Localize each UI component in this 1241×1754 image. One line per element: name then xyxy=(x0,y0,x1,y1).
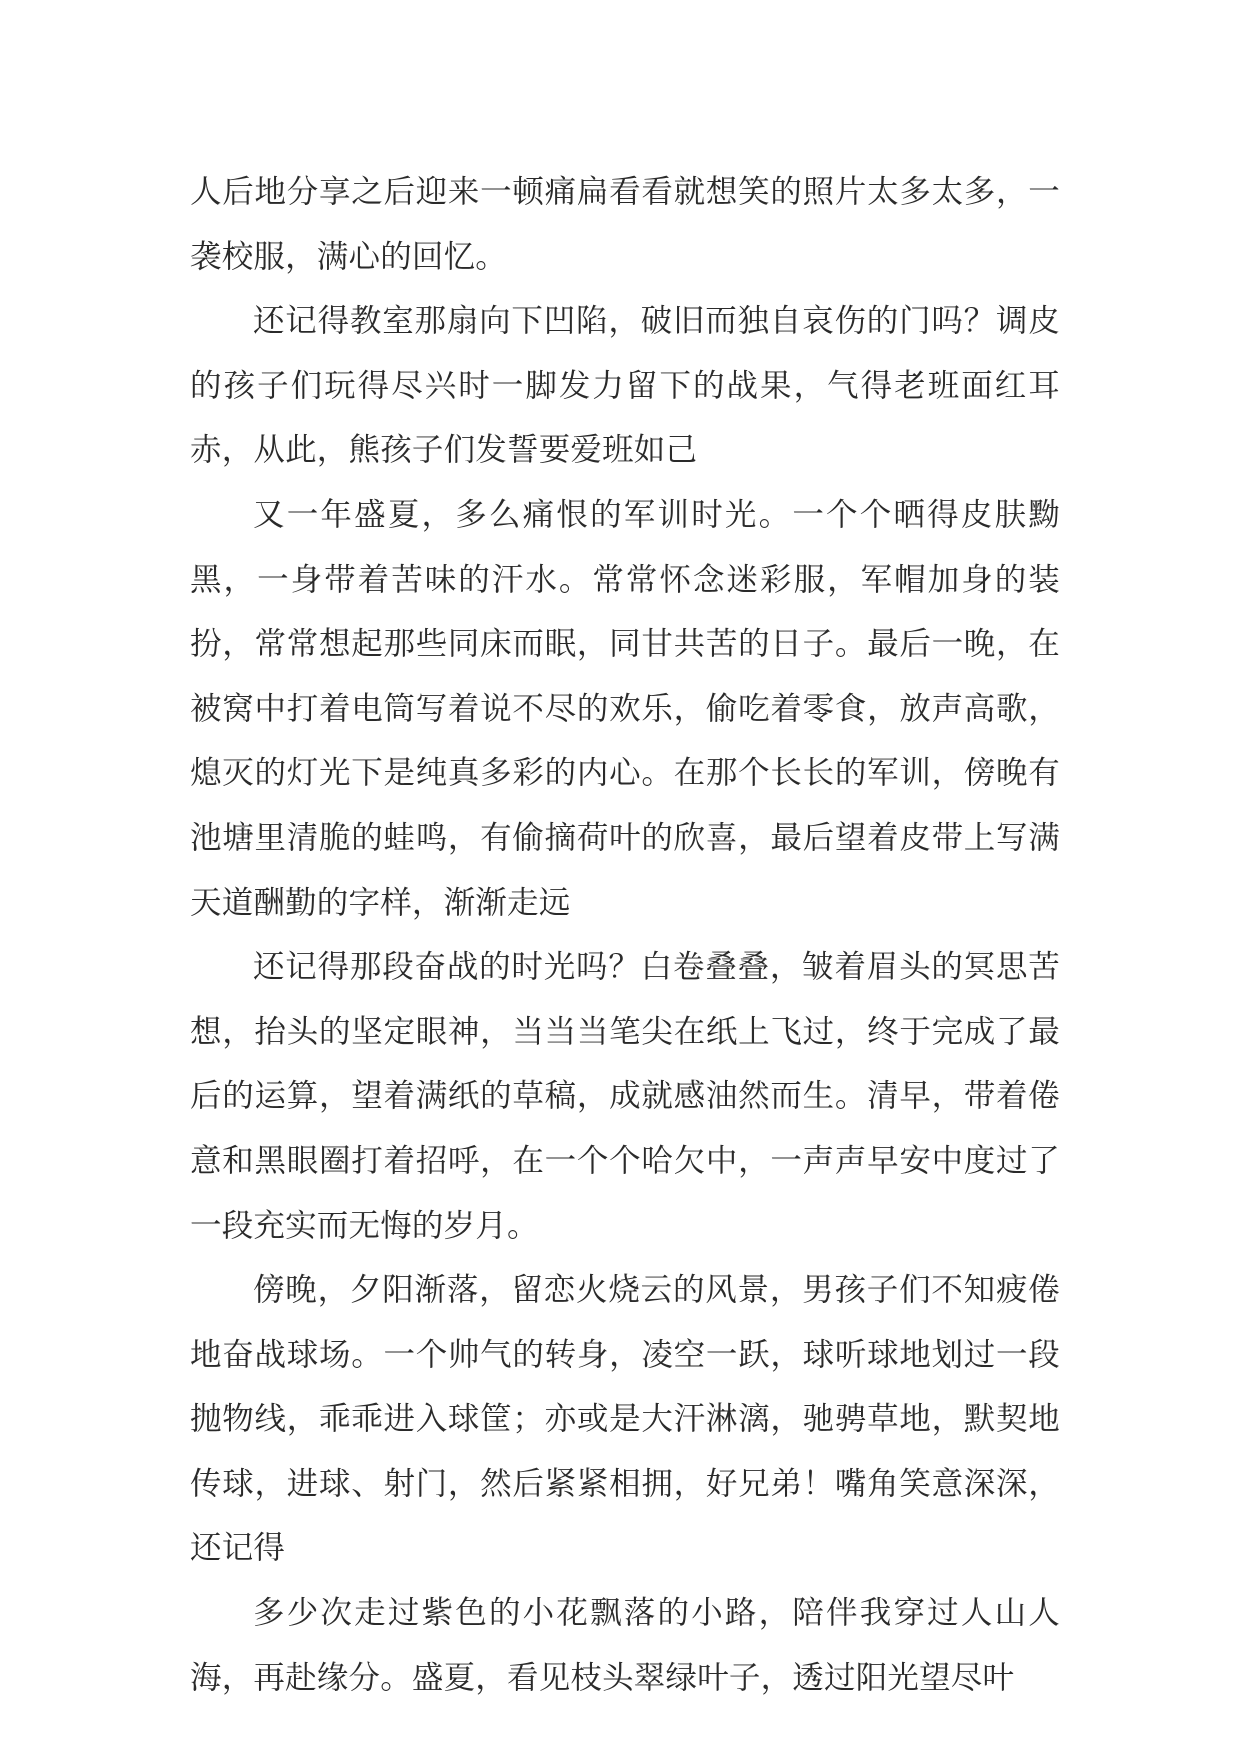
document-body xyxy=(190,160,1060,1710)
paragraph-study-time: 还记得那段奋战的时光吗？白卷叠叠，皱着眉头的冥思苦想，抬头的坚定眼神，当当当笔尖在纸上飞过，终于完成了最后的运算，望着满纸的草稿，成就感油然而生。清早，带着倦意和黑眼圈打着招呼，在一个个哈欠中，一声声早安中度过了一段充实而无悔的岁月。 xyxy=(190,949,1060,1244)
paragraph-military-training: 又一年盛夏，多么痛恨的军训时光。一个个晒得皮肤黝黑，一身带着苦味的汗水。常常怀念迷彩服，军帽加身的装扮，常常想起那些同床而眠，同甘共苦的日子。最后一晚，在被窝中打着电筒写着说不尽的欢乐，偷吃着零食，放声高歌，熄灭的灯光下是纯真多彩的内心。在那个长长的军训，傍晚有池塘里清脆的蛙鸣，有偷摘荷叶的欣喜，最后望着皮带上写满天道酬勤的字样，渐渐走远 xyxy=(190,496,1060,921)
paragraph-continuation: 人后地分享之后迎来一顿痛扁看看就想笑的照片太多太多，一袭校服，满心的回忆。 xyxy=(190,174,1060,275)
paragraph-sports-field: 傍晚，夕阳渐落，留恋火烧云的风景，男孩子们不知疲倦地奋战球场。一个帅气的转身，凌空一跃，球听球地划过一段抛物线，乖乖进入球筐；亦或是大汗淋漓，驰骋草地，默契地传球，进球、射门，然后紧紧相拥，好兄弟！嘴角笑意深深，还记得 xyxy=(190,1272,1060,1567)
paragraph-flower-path: 多少次走过紫色的小花飘落的小路，陪伴我穿过人山人海，再赴缘分。盛夏，看见枝头翠绿叶子，透过阳光望尽叶 xyxy=(190,1595,1060,1696)
paragraph-classroom-door: 还记得教室那扇向下凹陷，破旧而独自哀伤的门吗？调皮的孩子们玩得尽兴时一脚发力留下的战果，气得老班面红耳赤，从此，熊孩子们发誓要爱班如己 xyxy=(190,303,1060,469)
